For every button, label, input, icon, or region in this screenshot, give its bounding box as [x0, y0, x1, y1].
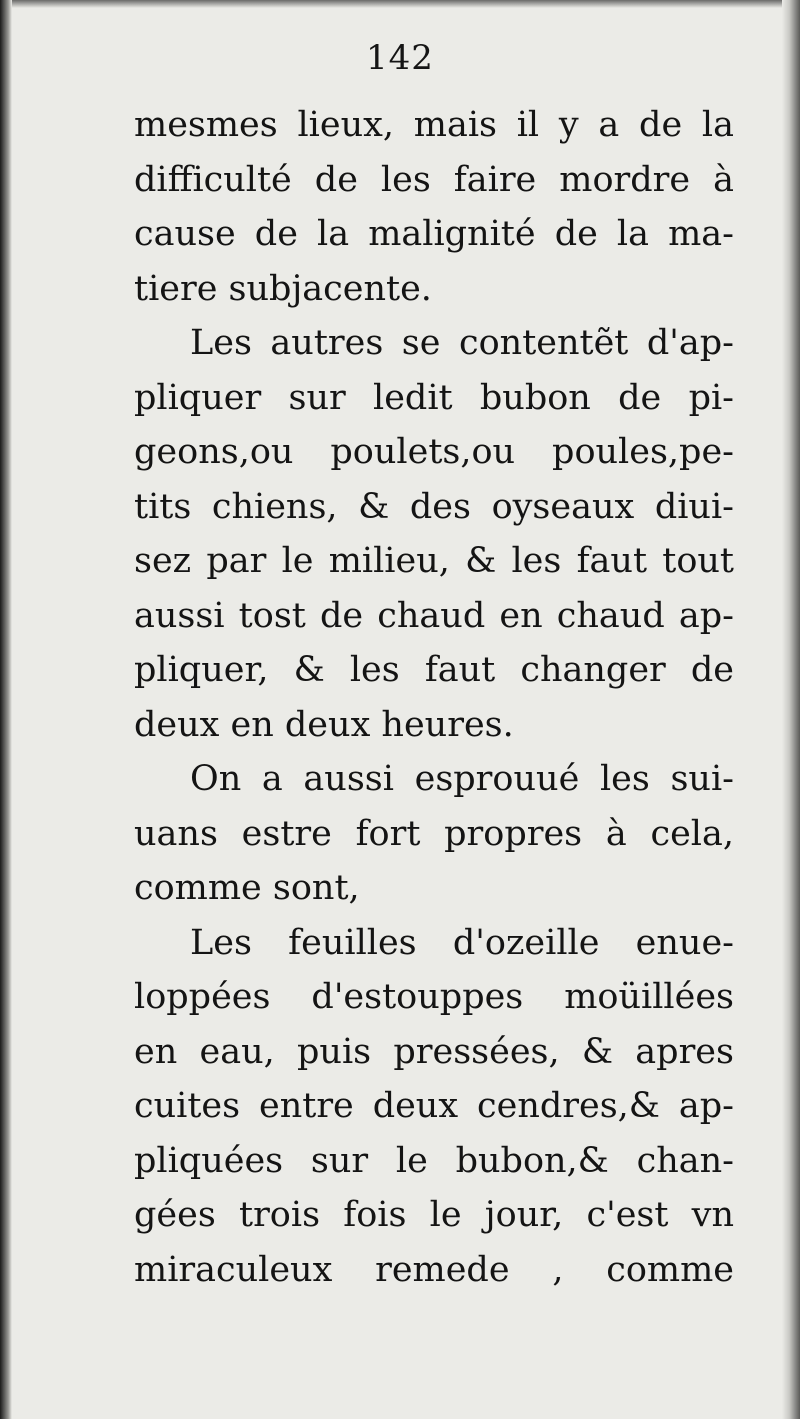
- text-line: pliquer sur ledit bubon de pi-: [134, 377, 734, 418]
- text-line: mesmes lieux, mais il y a de la: [134, 105, 734, 145]
- text-line: deux en deux heures.: [134, 704, 514, 745]
- text-line: uans estre fort propres à cela,: [134, 813, 734, 854]
- text-line: cause de la malignité de la ma-: [134, 214, 734, 254]
- text-line: miraculeux remede , comme: [134, 1249, 734, 1290]
- page-right-edge: [782, 0, 800, 1419]
- text-line: pliquées sur le bubon,& chan-: [134, 1140, 734, 1181]
- text-line: sez par le milieu, & les faut tout: [134, 541, 734, 581]
- text-line: gées trois fois le jour, c'est vn: [134, 1195, 734, 1235]
- text-line: tiere subjacente.: [134, 268, 432, 309]
- text-line: Les feuilles d'ozeille enue-: [190, 922, 734, 963]
- text-line: tits chiens, & des oyseaux diui-: [134, 486, 734, 527]
- text-line: difficulté de les faire mordre à: [134, 159, 734, 200]
- text-line: Les autres se contentẽt d'ap-: [190, 323, 734, 363]
- text-line: pliquer, & les faut changer de: [134, 650, 734, 690]
- text-line: aussi tost de chaud en chaud ap-: [134, 595, 734, 636]
- text-line: comme sont,: [134, 868, 360, 908]
- text-line: loppées d'estouppes moüillées: [134, 977, 734, 1017]
- page-top-edge: [0, 0, 800, 8]
- body-text: [134, 98, 734, 1297]
- text-line: en eau, puis pressées, & apres: [134, 1031, 734, 1072]
- page-left-edge: [0, 0, 12, 1419]
- text-line: cuites entre deux cendres,& ap-: [134, 1086, 734, 1126]
- text-line: geons,ou poulets,ou poules,pe-: [134, 432, 734, 472]
- page-number: 142: [366, 38, 434, 78]
- text-line: On a aussi esprouué les sui-: [190, 759, 734, 799]
